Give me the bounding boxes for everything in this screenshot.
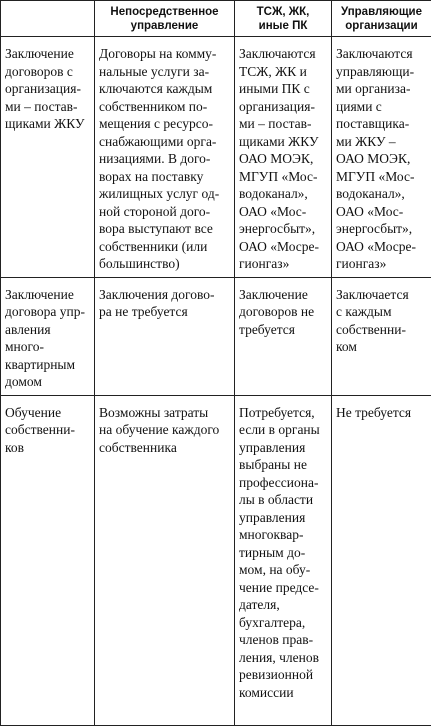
management-company-cell: Не требуется <box>332 395 431 725</box>
header-row <box>1 1 431 37</box>
row-label-cell: Заключение договоров с организация- ми – постав- щиками ЖКУ <box>1 37 95 278</box>
header-corner-cell <box>1 1 95 37</box>
direct-management-cell: Договоры на комму- нальные услуги за- ключаются каждым собственником по- мещения с ресурсо- снабжающими орга- низациями. В дого- ворах на поставку жилищных услуг од- ной стороной дого- вора выступают все собственники (или большинство) <box>95 37 235 278</box>
header-direct-management: Непосредственное управление <box>95 1 235 37</box>
management-company-cell: Заключаются управляющи- ми организа- циями с поставщика- ми ЖКУ – ОАО МОЭК, МГУП «Мос- водоканал», ОАО «Мос- энергосбыт», ОАО «Мосре- гионгаз» <box>332 37 431 278</box>
management-company-cell: Заключается с каждым собственни- ком <box>332 277 431 395</box>
table-row <box>1 37 431 278</box>
header-management-companies: Управляющие организации <box>332 1 431 37</box>
table-row <box>1 277 431 395</box>
hoa-cell: Заключение договоров не требуется <box>235 277 332 395</box>
hoa-cell: Заключаются ТСЖ, ЖК и иными ПК с организация- ми – постав- щиками ЖКУ ОАО МОЭК, МГУП «Мос- водоканал», ОАО «Мос- энергосбыт», ОАО «Мосре- гионгаз» <box>235 37 332 278</box>
row-label-cell: Заключение договора упр- авления много- квартирным домом <box>1 277 95 395</box>
row-label-cell: Обучение собственни- ков <box>1 395 95 725</box>
hoa-cell: Потребуется, если в органы управления выбраны не профессиона- лы в области управления многоквар- тирным до- мом, на обу- чение предсе- дателя, бухгалтера, членов прав- ления, членов ревизионной комиссии <box>235 395 332 725</box>
direct-management-cell: Заключения догово- ра не требуется <box>95 277 235 395</box>
direct-management-cell: Возможны затраты на обучение каждого собственника <box>95 395 235 725</box>
table-row <box>1 395 431 725</box>
header-hoa: ТСЖ, ЖК, иные ПК <box>235 1 332 37</box>
